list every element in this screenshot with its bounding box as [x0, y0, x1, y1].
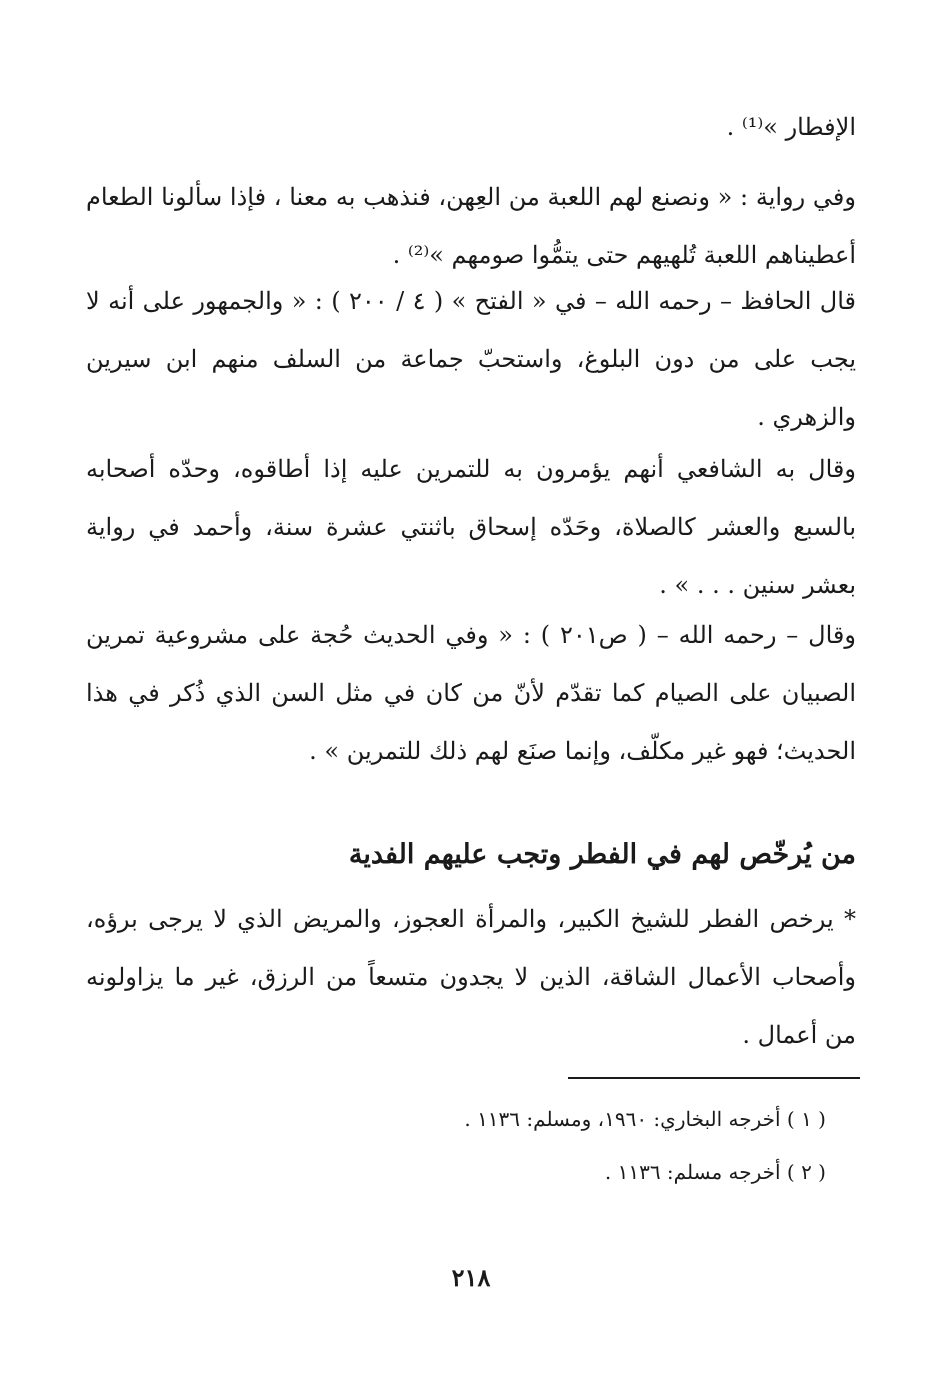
paragraph-narration: وفي رواية : « ونصنع لهم اللعبة من العِهن، فنذهب به معنا ، فإذا سألونا الطعام أعطيناهم اللعبة تُلهيهم حتى يتمُّوا صومهم »⁽²⁾ .: [86, 183, 856, 269]
footnote-1: ( ١ ) أخرجه البخاري: ١٩٦٠، ومسلم: ١١٣٦ .: [464, 1107, 826, 1131]
paragraph-hafiz-quote: قال الحافظ – رحمه الله – في « الفتح » ( ٤ / ٢٠٠ ) : « والجمهور على أنه لا يجب على من دون البلوغ، واستحبّ جماعة من السلف منهم ابن سيرين والزهري .: [86, 287, 857, 431]
page-number: ٢١٨: [451, 1263, 491, 1292]
section-heading: من يُرخّص لهم في الفطر وتجب عليهم الفدية: [348, 839, 856, 870]
paragraph-continuation: الإفطار »⁽¹⁾ .: [726, 113, 856, 141]
section-body: * يرخص الفطر للشيخ الكبير، والمرأة العجوز، والمريض الذي لا يرجى برؤه، وأصحاب الأعمال الشاقة، الذين لا يجدون متسعاً من الرزق، غير ما يزاولونه من أعمال .: [86, 905, 856, 1049]
paragraph-shafii-opinion: وقال به الشافعي أنهم يؤمرون به للتمرين عليه إذا أطاقوه، وحدّه أصحابه بالسبع والعشر كالصلاة، وحَدّه إسحاق باثنتي عشرة سنة، وأحمد في رواية بعشر سنين . . . » .: [86, 455, 856, 599]
footnote-2: ( ٢ ) أخرجه مسلم: ١١٣٦ .: [604, 1160, 826, 1184]
footnote-divider: [568, 1077, 860, 1079]
paragraph-hadith-evidence: وقال – رحمه الله – ( ص٢٠١ ) : « وفي الحديث حُجة على مشروعية تمرين الصبيان على الصيام كما تقدّم لأنّ من كان في مثل السن الذي ذُكر في هذا الحديث؛ فهو غير مكلّف، وإنما صنَع لهم ذلك للتمرين » .: [86, 621, 856, 765]
